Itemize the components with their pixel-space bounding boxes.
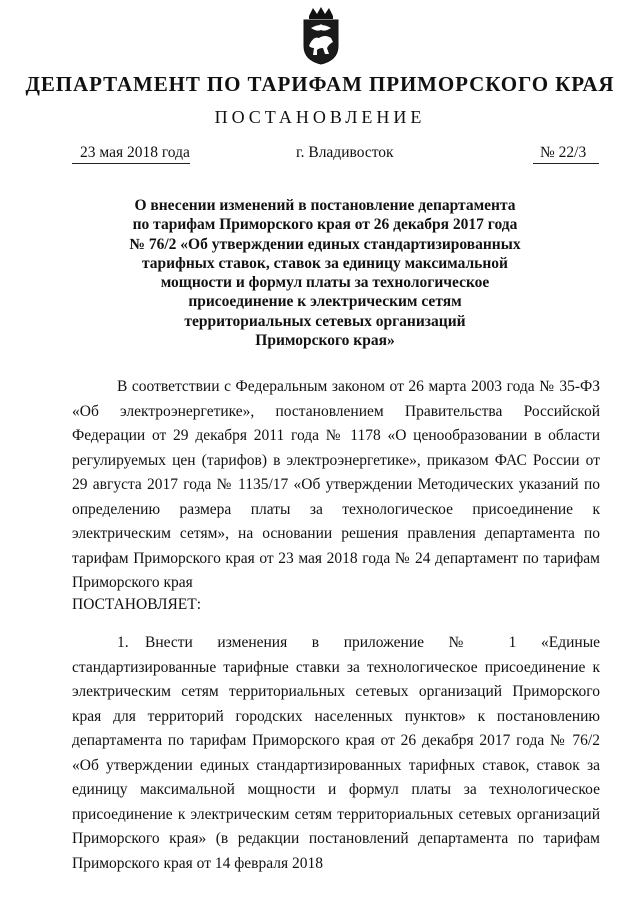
title-line: присоединение к электрическим сетям: [188, 293, 462, 311]
document-type-heading: ПОСТАНОВЛЕНИЕ: [214, 107, 426, 127]
preamble-paragraph: В соответствии с Федеральным законом от 26 марта 2003 года № 35-ФЗ «Об электроэнергетике», постановлением Правительства Российской Федерации от 29 декабря 2011 года № 1178 «О ценообразовании в области регулируемых цен (тарифов) в электроэнергетике», приказом ФАС России от 29 августа 2017 года № 1135/17 «Об утверждении Методических указаний по определению размера платы за технологическое присоединение к электрическим сетям», на основании решения правления департамента по тарифам Приморского края от 23 мая 2018 года № 24 департамент по тарифам Приморского края: [72, 378, 600, 591]
decree-heading: ПОСТАНОВЛЯЕТ:: [72, 596, 202, 613]
title-line: О внесении изменений в постановление департамента: [134, 197, 516, 214]
title-line: территориальных сетевых организаций: [184, 312, 466, 330]
number-underline: [533, 163, 599, 164]
document-number: № 22/3: [540, 144, 587, 161]
title-line: мощности и формул платы за технологическое: [160, 274, 490, 292]
title-line: Приморского края»: [255, 332, 395, 350]
document-date: 23 мая 2018 года: [80, 144, 190, 161]
coat-of-arms-icon: [299, 6, 343, 66]
date-underline: [72, 163, 190, 164]
department-heading: ДЕПАРТАМЕНТ ПО ТАРИФАМ ПРИМОРСКОГО КРАЯ: [25, 72, 615, 96]
document-title: [95, 196, 555, 350]
title-line: тарифных ставок, ставок за единицу максимальной: [142, 254, 508, 272]
item-1-paragraph: [72, 631, 600, 876]
title-line: по тарифам Приморского края от 26 декабря 2017 года: [132, 216, 518, 234]
item-1-text: Внести изменения в приложение № 1 «Единые стандартизированные тарифные ставки за технологическое присоединение к электрическим сетям территориальных сетевых организаций Приморского края для территорий городских населенных пунктов» к постановлению департамента по тарифам Приморского края от 26 декабря 2017 года № 76/2 «Об утверждении единых стандартизированных тарифных ставок, ставок за единицу максимальной мощности и формул платы за технологическое присоединение к электрическим сетям территориальных сетевых организаций Приморского края» (в редакции постановлений департамента по тарифам Приморского края от 14 февраля 2018: [72, 634, 600, 872]
document-city: г. Владивосток: [296, 144, 394, 161]
item-1-number: 1.: [117, 634, 129, 651]
title-line: № 76/2 «Об утверждении единых стандартизированных: [129, 235, 521, 253]
